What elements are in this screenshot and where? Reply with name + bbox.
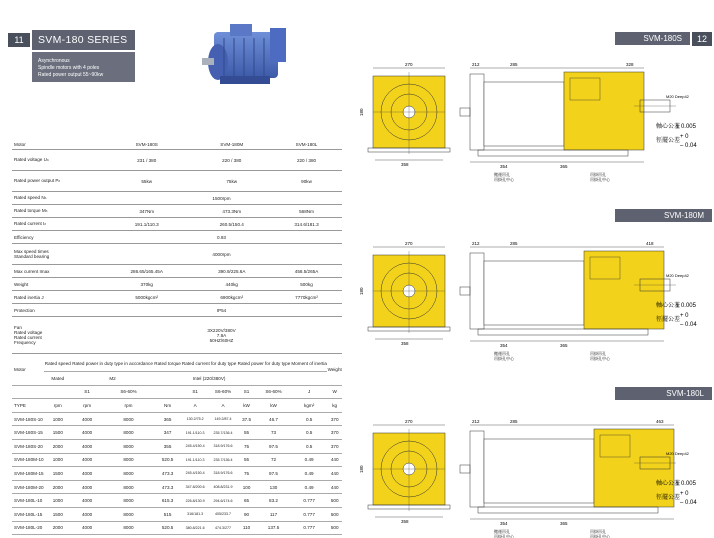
group-header: Rated power for duty type (237, 355, 291, 372)
type-value: 4000 (71, 507, 103, 521)
spec-value: 220 / 380 (271, 150, 342, 171)
spec-value: 390.9/225.6A (192, 265, 271, 278)
hoist-note: 吊掛孔中心 (494, 534, 514, 538)
dimension-label: 212 (472, 419, 480, 424)
dimension-label: 418 (646, 241, 654, 246)
type-value: 8000 (103, 521, 154, 535)
type-value: 500 (327, 507, 342, 521)
type-name: SVM-180L-10 (12, 494, 44, 508)
unit-cell: kgm² (291, 399, 327, 413)
type-value: 37.5 (237, 412, 256, 426)
type-value: 83.2 (256, 494, 291, 508)
type-value: 4000 (71, 453, 103, 467)
hoist-note: 搬運吊孔 (494, 529, 510, 534)
type-value: 380.8/221.6 (181, 521, 209, 535)
side-foot (478, 150, 628, 156)
dimension-label: 212 (472, 62, 480, 67)
duty-cell: S6-60% (256, 385, 291, 399)
type-value: 8000 (103, 507, 154, 521)
dimension-label: 285 (510, 62, 518, 67)
type-value: 73 (256, 426, 291, 440)
tolerance-label: 徑擺公差 (656, 138, 681, 144)
type-value: 370 (327, 426, 342, 440)
type-value: 8000 (103, 480, 154, 494)
dimension-label: 358 (401, 341, 409, 346)
type-value: 235.7/136.4 (209, 426, 237, 440)
dimension-label: 354 (500, 343, 508, 348)
group-header: Rated current for duty type (181, 355, 237, 372)
dimension-label: 365 (560, 164, 568, 169)
type-value: 615.3 (154, 494, 181, 508)
type-value: 97.5 (256, 467, 291, 481)
type-value: 55 (237, 426, 256, 440)
hoist-note: 吊掛吊孔 (590, 172, 606, 177)
type-name: SVM-180M-10 (12, 453, 44, 467)
dimension-label: 212 (472, 241, 480, 246)
unit-cell: kW (237, 399, 256, 413)
type-value: 316/181.3 (181, 507, 209, 521)
description-line: Asynchronous (38, 58, 70, 64)
unit-cell: TYPE (12, 399, 44, 413)
type-value: 97.5 (256, 439, 291, 453)
section-title-180m: SVM-180M (615, 209, 712, 222)
type-value: 440 (327, 453, 342, 467)
side-fan-housing (584, 251, 664, 329)
spec-value: 314.6/181.3 (271, 218, 342, 231)
type-value: 46.7 (256, 412, 291, 426)
type-value: 294.6/174.6 (209, 494, 237, 508)
dimension-label: 180 (359, 465, 364, 473)
dimension-label: 358 (401, 162, 409, 167)
hoist-note: 搬運吊孔 (494, 172, 510, 177)
type-value: 0.5 (291, 439, 327, 453)
type-value: 0.5 (291, 412, 327, 426)
spec-value: 3X220V/380V 7.8A 50HZ/60HZ (101, 317, 342, 354)
hoist-note: 吊掛孔中心 (494, 177, 514, 182)
type-value: 474.3/277 (209, 521, 237, 535)
type-value: 405/233.7 (209, 507, 237, 521)
duty-cell: S6-60% (209, 385, 237, 399)
spec-value: 1500rpm (101, 192, 342, 205)
spec-label: Rated power output Pₙ (12, 171, 101, 192)
side-flange (470, 253, 484, 329)
type-value: 1500 (44, 426, 71, 440)
mode-cell: M2 (71, 372, 154, 386)
side-flange (470, 431, 484, 507)
hoist-note: 搬運吊孔 (494, 351, 510, 356)
type-value: 1500 (44, 467, 71, 481)
spec-value: 0.93 (101, 231, 342, 244)
tolerance-value: ± 0.005 (676, 303, 696, 309)
type-value: 1000 (44, 453, 71, 467)
type-value: 0.49 (291, 453, 327, 467)
type-value: 191.1/110.3 (181, 426, 209, 440)
dimension-label: 463 (656, 419, 664, 424)
spec-value: 191.1/110.3 (101, 218, 192, 231)
unit-cell: rpm (71, 399, 103, 413)
type-value: 520.5 (154, 521, 181, 535)
type-name: SVM-180M-15 (12, 467, 44, 481)
type-value: 8000 (103, 453, 154, 467)
dimension-label: 358 (401, 519, 409, 524)
type-value: 355 (154, 439, 181, 453)
side-body (484, 82, 564, 146)
dimension-label: 270 (405, 62, 413, 67)
spec-value: 4000rpm (101, 244, 342, 265)
tolerance-label: 軸心公差 (656, 481, 681, 487)
spec-value: 260.5/150.4 (192, 218, 271, 231)
type-value: 370 (327, 439, 342, 453)
spec-corner: Motor (12, 139, 101, 150)
type-value: 347 (154, 426, 181, 440)
duty-cell: S1 (71, 385, 103, 399)
type-value: 8000 (103, 494, 154, 508)
tolerance-value: ± 0.005 (676, 481, 696, 487)
unit-cell: kg (327, 399, 342, 413)
duty-cell: S1 (237, 385, 256, 399)
unit-cell: A (181, 399, 209, 413)
side-body (484, 261, 584, 325)
unit-cell: A (209, 399, 237, 413)
type-value: 130.2/75.2 (181, 412, 209, 426)
spec-value: 75kw (192, 171, 271, 192)
section-title-180l: SVM-180L (615, 387, 712, 400)
spec-column-header: SVM-180M (192, 139, 271, 150)
unit-cell: kW (256, 399, 291, 413)
spec-label: Fan Rated voltage Rated current Frequency (12, 317, 101, 354)
type-value: 245.4/150.4 (181, 439, 209, 453)
description-line: Spindle motors with 4 poles (38, 65, 100, 71)
tolerance-value: + 0 (680, 134, 689, 140)
type-value: 2000 (44, 439, 71, 453)
dimension-label: 285 (510, 241, 518, 246)
type-value: 2000 (44, 480, 71, 494)
description-line: Rated power output 55~90kw (38, 72, 104, 78)
spec-value: 90kw (271, 171, 342, 192)
type-value: 137.5 (256, 521, 291, 535)
hoist-note: 吊掛孔中心 (494, 356, 514, 361)
type-value: 117 (256, 507, 291, 521)
spec-value: 458.5/265A (271, 265, 342, 278)
type-name: SVM-180S-20 (12, 439, 44, 453)
shaft-note: M20 Deep42 (666, 273, 689, 278)
type-value: 500 (327, 521, 342, 535)
shaft-stub (460, 287, 470, 295)
dimension-label: 180 (359, 108, 364, 116)
tolerance-value: – 0.04 (680, 143, 697, 149)
type-name: SVM-180S-15 (12, 426, 44, 440)
group-header: Rated power in duty type in accordance (71, 355, 154, 372)
type-value: 0.49 (291, 467, 327, 481)
dimension-label: 365 (560, 343, 568, 348)
hoist-note: 吊掛孔中心 (590, 356, 610, 361)
type-value: 75 (237, 467, 256, 481)
dimension-label: 354 (500, 521, 508, 526)
side-fan-housing (564, 72, 644, 150)
spec-value: 231 / 380 (101, 150, 192, 171)
type-value: 0.777 (291, 507, 327, 521)
type-value: 4000 (71, 412, 103, 426)
hoist-note: 吊掛孔中心 (590, 177, 610, 182)
type-value: 8000 (103, 426, 154, 440)
type-value: 515 (154, 507, 181, 521)
type-value: 245.4/150.4 (181, 467, 209, 481)
group-header: Rated speed (44, 355, 71, 372)
spec-value: 568Nm (271, 205, 342, 218)
type-value: 2000 (44, 521, 71, 535)
dimension-label: 354 (500, 164, 508, 169)
type-value: 408.8/231.9 (209, 480, 237, 494)
spec-value: 440kg (192, 278, 271, 291)
spec-value: 286.65/165.45A (101, 265, 192, 278)
type-name: SVM-180S-10 (12, 412, 44, 426)
type-value: 0.777 (291, 521, 327, 535)
spec-label: Rated torque Mₙ (12, 205, 101, 218)
type-value: 473.3 (154, 480, 181, 494)
dimension-label: 365 (560, 521, 568, 526)
group-header: Moment of inertia (291, 355, 327, 372)
type-value: 365 (154, 412, 181, 426)
spec-label: Rated speed Nₙ (12, 192, 101, 205)
unit-cell: Nm (154, 399, 181, 413)
type-value: 440 (327, 467, 342, 481)
spec-value: 220 / 380 (192, 150, 271, 171)
hoist-note: 吊掛吊孔 (590, 351, 606, 356)
tolerance-label: 軸心公差 (656, 303, 681, 309)
hoist-note: 吊掛吊孔 (590, 529, 606, 534)
type-value: 4000 (71, 521, 103, 535)
dimension-label: 270 (405, 419, 413, 424)
spec-label: Protection (12, 304, 101, 317)
mode-cell: Intel (220/380V) (181, 372, 237, 386)
type-value: 130 (256, 480, 291, 494)
type-value: 4000 (71, 426, 103, 440)
type-value: 4000 (71, 439, 103, 453)
type-value: 90 (237, 507, 256, 521)
shaft-stub (460, 108, 470, 116)
spec-value: 347Nm (101, 205, 192, 218)
type-value: 0.5 (291, 426, 327, 440)
spec-value: 370kg (101, 278, 192, 291)
spec-value: 500kg (271, 278, 342, 291)
spec-value: 7770kgcm² (271, 291, 342, 304)
tolerance-value: ± 0.005 (676, 124, 696, 130)
type-value: 4000 (71, 480, 103, 494)
tolerance-label: 徑擺公差 (656, 495, 681, 501)
type-value: 440 (327, 480, 342, 494)
unit-cell: rpm (44, 399, 71, 413)
shaft-note: M20 Deep42 (666, 451, 689, 456)
type-value: 149.2/87.4 (209, 412, 237, 426)
type-value: 110 (237, 521, 256, 535)
tolerance-value: + 0 (680, 313, 689, 319)
tolerance-label: 軸心公差 (656, 124, 681, 130)
dimension-label: 328 (626, 62, 634, 67)
side-foot (478, 507, 658, 513)
type-value: 1000 (44, 494, 71, 508)
type-value: 75 (237, 439, 256, 453)
type-value: 65 (237, 494, 256, 508)
group-header: Rated torque (154, 355, 181, 372)
type-value: 500 (327, 494, 342, 508)
side-flange (470, 74, 484, 150)
shaft-stub (460, 465, 470, 473)
type-value: 473.3 (154, 467, 181, 481)
spec-label: Rated voltage Uₙ (12, 150, 101, 171)
type-value: 347.8/200.6 (181, 480, 209, 494)
spec-value: 473.3Nm (192, 205, 271, 218)
type-value: 4000 (71, 494, 103, 508)
type-value: 191.1/110.3 (181, 453, 209, 467)
spec-label: Weight (12, 278, 101, 291)
duty-cell: S1 (181, 385, 209, 399)
type-value: 235.7/136.4 (209, 453, 237, 467)
type-value: 1000 (44, 412, 71, 426)
type-value: 318.9/176.6 (209, 467, 237, 481)
spec-label: Efficiency (12, 231, 101, 244)
tolerance-value: + 0 (680, 491, 689, 497)
duty-cell: S6-60% (103, 385, 154, 399)
type-value: 8000 (103, 439, 154, 453)
type-value: 72 (256, 453, 291, 467)
type-value: 8000 (103, 412, 154, 426)
section-title-180s: SVM-180S (615, 32, 690, 45)
spec-column-header: SVM-180L (271, 139, 342, 150)
spec-value: 55kw (101, 171, 192, 192)
mode-cell: Mated (44, 372, 71, 386)
side-foot (478, 329, 648, 335)
type-value: 370 (327, 412, 342, 426)
spec-value: IP54 (101, 304, 342, 317)
type-name: SVM-180L-15 (12, 507, 44, 521)
type-value: 8000 (103, 467, 154, 481)
type-name: SVM-180L-20 (12, 521, 44, 535)
unit-cell: rpm (103, 399, 154, 413)
type-value: 1500 (44, 507, 71, 521)
duty-cell: J (291, 385, 327, 399)
type-value: 226.8/130.9 (181, 494, 209, 508)
type-value: 318.9/176.6 (209, 439, 237, 453)
tolerance-label: 徑擺公差 (656, 317, 681, 323)
spec-label: Max speed times Standard bearing (12, 244, 101, 265)
type-value: 520.5 (154, 453, 181, 467)
spec-value: 5000kgcm² (101, 291, 192, 304)
spec-value: 6900kgcm² (192, 291, 271, 304)
series-title: SVM-180 SERIES (32, 30, 135, 50)
hoist-note: 吊掛孔中心 (590, 534, 610, 538)
type-value: 55 (237, 453, 256, 467)
spec-label: Rated current Iₙ (12, 218, 101, 231)
spec-label: Max current Imax (12, 265, 101, 278)
spec-label: Rated inertia J (12, 291, 101, 304)
tolerance-value: – 0.04 (680, 500, 697, 506)
motor-header: Motor (12, 355, 44, 385)
tolerance-value: – 0.04 (680, 322, 697, 328)
dimension-label: 180 (359, 287, 364, 295)
dimension-label: 285 (510, 419, 518, 424)
page-number-left: 11 (8, 33, 30, 47)
page-number-right: 12 (692, 32, 712, 46)
type-value: 100 (237, 480, 256, 494)
duty-cell: W (327, 385, 342, 399)
type-value: 0.777 (291, 494, 327, 508)
type-name: SVM-180M-20 (12, 480, 44, 494)
group-header: Weight (327, 355, 342, 385)
type-value: 4000 (71, 467, 103, 481)
dimension-label: 270 (405, 241, 413, 246)
shaft-note: M20 Deep42 (666, 94, 689, 99)
spec-column-header: SVM-180S (101, 139, 192, 150)
side-body (484, 439, 594, 503)
type-value: 0.49 (291, 480, 327, 494)
